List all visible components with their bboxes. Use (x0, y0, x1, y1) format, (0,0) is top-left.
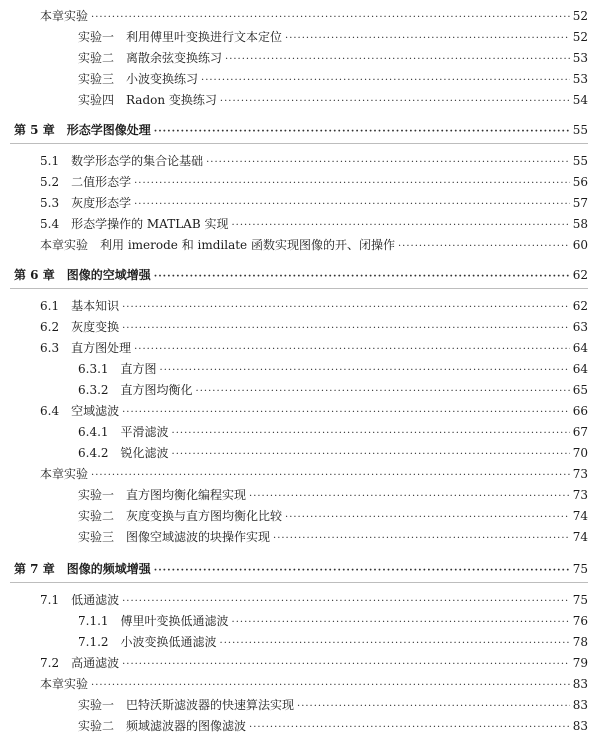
toc-entry[interactable] (40, 237, 588, 255)
dot-leader (134, 197, 570, 213)
dot-leader (160, 363, 570, 379)
toc-entry[interactable] (78, 92, 588, 110)
dot-leader (122, 321, 570, 337)
dot-leader (232, 615, 570, 631)
toc-entry-title: 5.2 二值形态学 (40, 175, 132, 189)
toc-page-number: 57 (572, 196, 588, 210)
toc-entry[interactable] (78, 71, 588, 89)
dot-leader (220, 94, 570, 110)
toc-page-number: 54 (572, 93, 588, 107)
toc-page-number: 66 (572, 404, 588, 418)
toc-entry[interactable] (40, 298, 588, 316)
toc-entry-title: 实验三 小波变换练习 (78, 72, 199, 86)
toc-entry[interactable] (40, 655, 588, 673)
dot-leader (122, 300, 570, 316)
toc-entry[interactable] (78, 487, 588, 505)
toc-page-number: 67 (572, 425, 588, 439)
toc-page-number: 83 (572, 677, 588, 691)
toc-entry-title: 6.3 直方图处理 (40, 341, 132, 355)
toc-entry[interactable] (78, 50, 588, 68)
toc-page-number: 74 (572, 509, 588, 523)
toc-page-number: 65 (572, 383, 588, 397)
toc-entry[interactable] (78, 424, 588, 442)
toc-entry[interactable] (40, 592, 588, 610)
dot-leader (231, 218, 569, 234)
dot-leader (172, 447, 570, 463)
dot-leader (154, 563, 570, 579)
toc-page-number: 75 (572, 562, 588, 576)
chapter-divider-line (10, 143, 588, 144)
toc-entry[interactable] (40, 319, 588, 337)
toc-entry-title: 5.4 形态学操作的 MATLAB 实现 (40, 217, 229, 231)
toc-page-number: 64 (572, 341, 588, 355)
toc-page-number: 78 (572, 635, 588, 649)
toc-entry-title: 第 5 章 形态学图像处理 (14, 123, 151, 137)
toc-entry-title: 7.1 低通滤波 (40, 593, 120, 607)
dot-leader (154, 269, 570, 285)
toc-entry[interactable] (40, 466, 588, 484)
toc-chapter-entry[interactable] (14, 267, 588, 285)
toc-page-number: 75 (572, 593, 588, 607)
toc-entry-title: 6.1 基本知识 (40, 299, 120, 313)
toc-page-number: 73 (572, 488, 588, 502)
dot-leader (134, 342, 570, 358)
toc-entry[interactable] (78, 361, 588, 379)
dot-leader (134, 176, 570, 192)
toc-page-number: 74 (572, 530, 588, 544)
toc-entry-title: 5.3 灰度形态学 (40, 196, 132, 210)
toc-page-number: 79 (572, 656, 588, 670)
toc-entry-title: 实验二 灰度变换与直方图均衡化比较 (78, 509, 283, 523)
dot-leader (249, 489, 570, 505)
toc-page-number: 73 (572, 467, 588, 481)
toc-entry-title: 实验二 离散余弦变换练习 (78, 51, 223, 65)
toc-page-number: 62 (572, 268, 588, 282)
dot-leader (249, 720, 570, 736)
toc-page-number: 83 (572, 698, 588, 712)
chapter-divider-line (10, 288, 588, 289)
toc-entry[interactable] (78, 634, 588, 652)
toc-entry-title: 6.3.1 直方图 (78, 362, 157, 376)
toc-page-number: 56 (572, 175, 588, 189)
toc-entry-title: 实验三 图像空域滤波的块操作实现 (78, 530, 271, 544)
toc-entry-title: 6.4 空域滤波 (40, 404, 120, 418)
toc-entry-title: 本章实验 (40, 9, 89, 23)
toc-entry[interactable] (40, 195, 588, 213)
toc-entry-title: 6.2 灰度变换 (40, 320, 120, 334)
dot-leader (285, 510, 570, 526)
dot-leader (220, 636, 570, 652)
toc-page-number: 58 (572, 217, 588, 231)
toc-page-number: 55 (572, 123, 588, 137)
dot-leader (285, 31, 570, 47)
toc-entry[interactable] (78, 382, 588, 400)
toc-entry[interactable] (40, 174, 588, 192)
toc-page-number: 53 (572, 51, 588, 65)
dot-leader (206, 155, 570, 171)
toc-page-number: 52 (572, 9, 588, 23)
toc-entry[interactable] (78, 508, 588, 526)
toc-entry-title: 7.1.1 傅里叶变换低通滤波 (78, 614, 229, 628)
dot-leader (196, 384, 570, 400)
dot-leader (225, 52, 570, 68)
toc-entry-title: 实验一 直方图均衡化编程实现 (78, 488, 247, 502)
toc-chapter-entry[interactable] (14, 122, 588, 140)
dot-leader (122, 405, 570, 421)
toc-entry[interactable] (40, 676, 588, 694)
toc-entry-title: 6.3.2 直方图均衡化 (78, 383, 193, 397)
toc-page-number: 63 (572, 320, 588, 334)
toc-entry[interactable] (78, 613, 588, 631)
dot-leader (172, 426, 570, 442)
dot-leader (297, 699, 570, 715)
dot-leader (122, 657, 570, 673)
toc-entry[interactable] (40, 153, 588, 171)
toc-entry-title: 本章实验 (40, 467, 89, 481)
toc-entry-title: 第 6 章 图像的空域增强 (14, 268, 151, 282)
dot-leader (273, 531, 570, 547)
toc-entry-title: 实验一 巴特沃斯滤波器的快速算法实现 (78, 698, 295, 712)
dot-leader (91, 678, 570, 694)
toc-entry-title: 6.4.2 锐化滤波 (78, 446, 169, 460)
dot-leader (91, 10, 570, 26)
toc-entry[interactable] (78, 445, 588, 463)
dot-leader (154, 124, 570, 140)
dot-leader (91, 468, 570, 484)
toc-entry-title: 实验四 Radon 变换练习 (78, 93, 217, 107)
toc-entry[interactable] (40, 340, 588, 358)
toc-entry[interactable] (78, 529, 588, 547)
toc-page-number: 76 (572, 614, 588, 628)
toc-entry-title: 6.4.1 平滑滤波 (78, 425, 169, 439)
toc-entry-title: 实验二 频域滤波器的图像滤波 (78, 719, 247, 733)
toc-entry-title: 第 7 章 图像的频域增强 (14, 562, 151, 576)
dot-leader (398, 239, 570, 255)
toc-page-number: 62 (572, 299, 588, 313)
toc-entry-title: 本章实验 (40, 677, 89, 691)
toc-page-number: 53 (572, 72, 588, 86)
toc-chapter-entry[interactable] (14, 561, 588, 579)
chapter-divider-line (10, 582, 588, 583)
toc-page-number: 64 (572, 362, 588, 376)
toc-page-number: 70 (572, 446, 588, 460)
toc-entry[interactable] (78, 718, 588, 736)
toc-entry[interactable] (78, 29, 588, 47)
dot-leader (201, 73, 570, 89)
toc-entry-title: 5.1 数学形态学的集合论基础 (40, 154, 204, 168)
dot-leader (122, 594, 570, 610)
toc-entry[interactable] (78, 697, 588, 715)
toc-page-number: 83 (572, 719, 588, 733)
toc-entry[interactable] (40, 216, 588, 234)
toc-entry[interactable] (40, 403, 588, 421)
toc-entry-title: 7.2 高通滤波 (40, 656, 120, 670)
toc-entry-title: 7.1.2 小波变换低通滤波 (78, 635, 217, 649)
toc-page-number: 60 (572, 238, 588, 252)
toc-page-number: 55 (572, 154, 588, 168)
toc-entry-title: 本章实验 利用 imerode 和 imdilate 函数实现图像的开、闭操作 (40, 238, 395, 252)
toc-page-number: 52 (572, 30, 588, 44)
toc-entry-title: 实验一 利用傅里叶变换进行文本定位 (78, 30, 283, 44)
toc-entry[interactable] (40, 8, 588, 26)
